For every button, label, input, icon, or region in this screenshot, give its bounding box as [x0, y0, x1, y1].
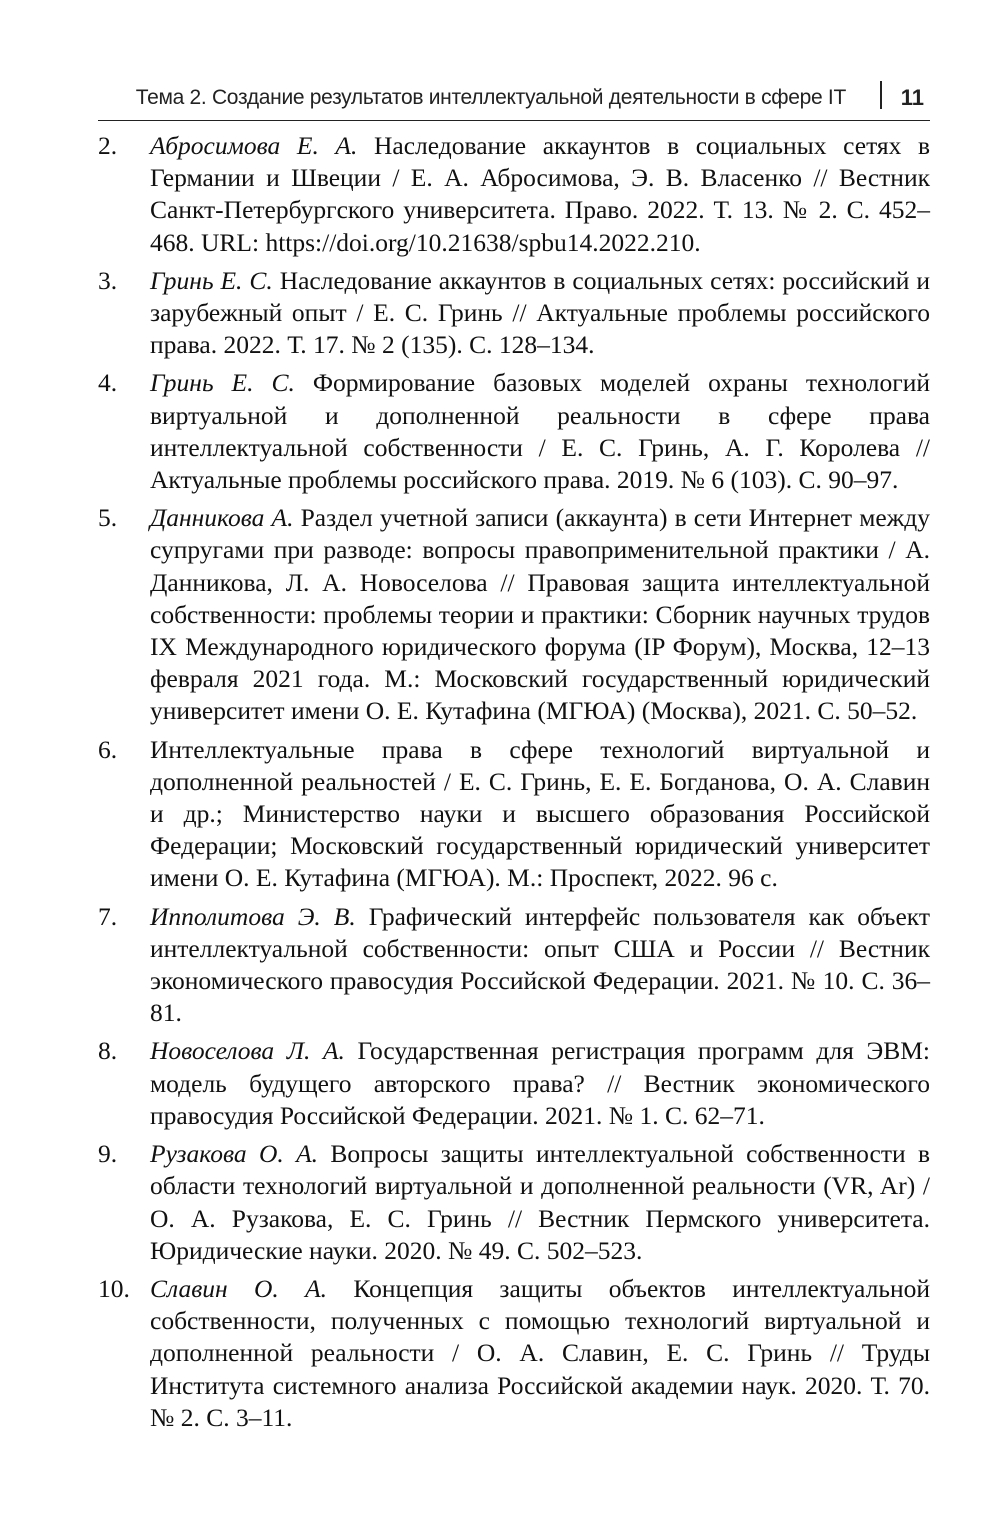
reference-item	[98, 734, 930, 895]
page-number: 11	[900, 85, 924, 110]
reference-text: Наследование аккаунтов в социальных сетях: российский и зарубежный опыт / Е. С. Гринь // Актуальные проблемы российского права. 2022. Т. 17. № 2 (135). С. 128–134.	[150, 265, 931, 360]
reference-number: 10.	[98, 1273, 130, 1303]
reference-number: 7.	[98, 901, 118, 931]
reference-number: 3.	[98, 265, 118, 295]
reference-item	[98, 130, 930, 259]
reference-item	[98, 367, 930, 496]
reference-item	[98, 1273, 930, 1434]
reference-item	[98, 901, 930, 1030]
reference-author: Данникова А.	[150, 503, 294, 533]
header-topic: Тема 2. Создание результатов интеллектуальной деятельности в сфере IT	[135, 86, 846, 109]
reference-author: Гринь Е. С.	[150, 265, 273, 295]
reference-number: 8.	[98, 1036, 118, 1066]
reference-text: Вопросы защиты интеллектуальной собственности в области технологий виртуальной и дополненной реальности (VR, Ar) / О. А. Рузакова, Е. С. Гринь // Вестник Пермского университета. Юридические науки. 2020. № 49. С. 502–523.	[150, 1139, 930, 1265]
reference-text: Государственная регистрация программ для ЭВМ: модель будущего авторского права? // Вестник экономического правосудия Российской Федерации. 2021. № 1. С. 62–71.	[150, 1036, 931, 1130]
reference-author: Абросимова Е. А.	[150, 131, 358, 160]
reference-number: 2.	[98, 131, 118, 160]
reference-number: 5.	[98, 503, 118, 533]
reference-list	[98, 130, 930, 1440]
reference-item	[98, 1035, 930, 1132]
reference-number: 9.	[98, 1139, 118, 1169]
reference-author: Новоселова Л. А.	[150, 1036, 345, 1066]
reference-number: 4.	[98, 368, 118, 398]
header-separator	[880, 81, 882, 109]
reference-author: Ипполитова Э. В.	[150, 901, 356, 931]
reference-author: Славин О. А.	[150, 1273, 328, 1303]
reference-text: Интеллектуальные права в сфере технологий виртуальной и дополненной реальностей / Е. С. Гринь, Е. Е. Богданова, О. А. Славин и др.; Министерство науки и высшего образования Российской Федерации; Московский государственный юридический университет имени О. Е. Кутафина (МГЮА). М.: Проспект, 2022. 96 с.	[150, 734, 930, 893]
reference-text: Раздел учетной записи (аккаунта) в сети Интернет между супругами при разводе: вопросы правоприменительной практики / А. Данникова, Л. А. Новоселова // Правовая защита интеллектуальной собственности: проблемы теории и практики: Сборник научных трудов IX Международного юридического форума (IP Форум), Москва, 12–13 февраля 2021 года. М.: Московский государственный юридический университет имени О. Е. Кутафина (МГЮА) (Москва), 2021. С. 50–52.	[150, 503, 931, 726]
reference-text: Наследование аккаунтов в социальных сетях в Германии и Швеции / Е. А. Абросимова, Э. В. Власенко // Вестник Санкт-Петербургского университета. Право. 2022. Т. 13. № 2. С. 452–468. URL: https://doi.org/10.21638/spbu14.2022.210.	[150, 131, 931, 257]
reference-number: 6.	[98, 734, 118, 764]
running-header	[98, 80, 930, 121]
reference-item	[98, 265, 930, 362]
reference-item	[98, 1138, 930, 1267]
reference-item	[98, 502, 930, 727]
reference-text: Графический интерфейс пользователя как объект интеллектуальной собственности: опыт США и России // Вестник экономического правосудия Российской Федерации. 2021. № 10. С. 36–81.	[150, 901, 931, 1028]
reference-text: Формирование базовых моделей охраны технологий виртуальной и дополненной реальности в сфере права интеллектуальной собственности / Е. С. Гринь, А. Г. Королева // Актуальные проблемы российского права. 2019. № 6 (103). С. 90–97.	[150, 368, 931, 495]
reference-author: Гринь Е. С.	[150, 368, 295, 398]
reference-text: Концепция защиты объектов интеллектуальной собственности, полученных с помощью технологий виртуальной и дополненной реальности / О. А. Славин, Е. С. Гринь // Труды Института системного анализа Российской академии наук. 2020. Т. 70. № 2. С. 3–11.	[150, 1273, 930, 1432]
reference-author: Рузакова О. А.	[150, 1139, 319, 1169]
